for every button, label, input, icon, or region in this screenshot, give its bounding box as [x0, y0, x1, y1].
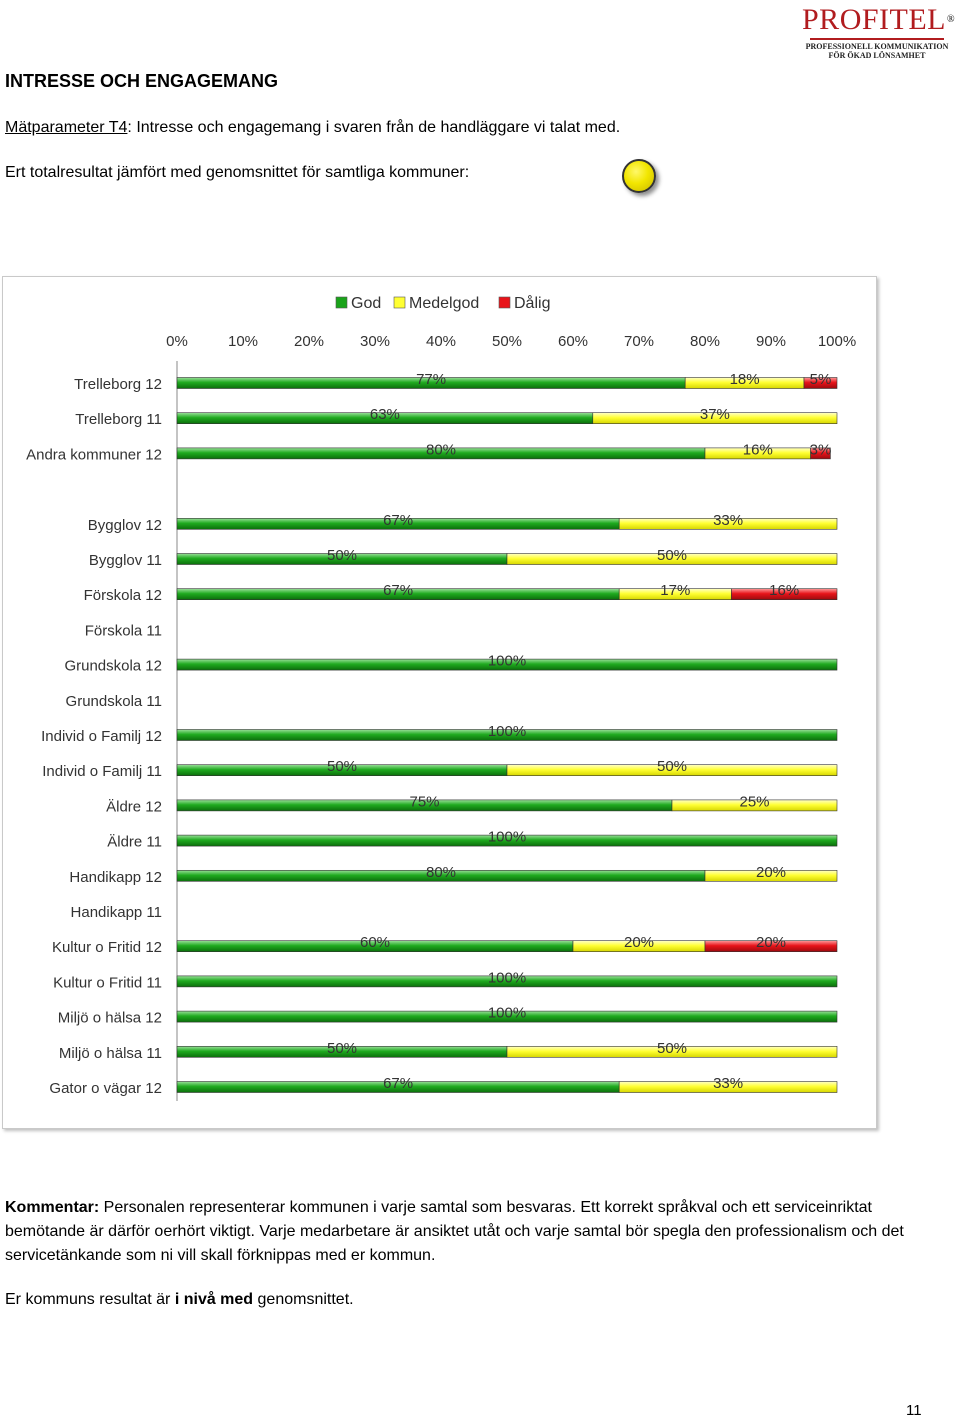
logo-tagline-1: PROFESSIONELL KOMMUNIKATION: [805, 42, 949, 51]
chart-legend: [336, 294, 550, 312]
data-label: 50%: [656, 1039, 688, 1057]
parameter-label: Mätparameter T4: [5, 119, 128, 136]
data-label: 100%: [487, 1004, 527, 1022]
category-label: Individ o Familj 11: [42, 763, 162, 781]
data-label: 80%: [425, 441, 457, 459]
data-label: 75%: [409, 793, 440, 811]
category-label: Äldre 11: [107, 833, 162, 851]
category-label: Andra kommuner 12: [26, 446, 162, 464]
category-label: Förskola 11: [84, 622, 162, 640]
page-heading: INTRESSE OCH ENGAGEMANG: [5, 71, 279, 91]
data-label: 20%: [623, 934, 655, 952]
logo-divider: [810, 38, 944, 40]
chart-frame: [2, 276, 877, 1129]
logo-registered: ®: [947, 14, 956, 25]
x-tick-label: 70%: [623, 333, 655, 350]
data-label: 37%: [699, 406, 730, 424]
data-label: 100%: [487, 969, 527, 987]
legend-swatch-god: [336, 297, 347, 308]
data-label: 50%: [326, 547, 358, 564]
category-label: Kultur o Fritid 12: [51, 939, 162, 957]
category-label: Handikapp 12: [69, 868, 162, 886]
data-label: 77%: [416, 371, 447, 388]
data-label: 3%: [809, 441, 832, 459]
category-label: Bygglov 11: [88, 552, 162, 569]
comment-text: Personalen representerar kommunen i varje samtal som besvaras. Ett korrekt språkval och ett serviceinriktat bemötande är därför oerhört viktigt. Varje medarbetare är ansiktet utåt och varje samtal bör spegla den professionalism och det servicetänkande som ni vill skall förknippas med er kommun.: [5, 1199, 904, 1264]
x-tick-label: 50%: [491, 333, 523, 350]
data-label: 25%: [739, 793, 770, 811]
data-label: 5%: [809, 371, 832, 388]
comment-paragraph: [5, 1196, 925, 1268]
data-label: 50%: [656, 758, 688, 776]
data-label: 67%: [383, 582, 414, 600]
data-label: 18%: [729, 371, 760, 388]
legend-swatch-dalig: [499, 297, 510, 308]
x-axis-ticks: [166, 333, 856, 350]
legend-label-god: God: [351, 295, 382, 312]
data-label: 17%: [660, 582, 691, 600]
category-label: Miljö o hälsa 12: [57, 1009, 162, 1027]
data-label: 33%: [713, 1075, 744, 1092]
data-label: 50%: [326, 1039, 358, 1057]
category-label: Grundskola 11: [65, 692, 162, 710]
category-label: Förskola 12: [83, 587, 162, 605]
page-number: 11: [906, 1402, 922, 1419]
logo-name: PROFITEL: [802, 3, 947, 36]
x-tick-label: 0%: [166, 333, 188, 350]
result-indicator-light: [622, 159, 656, 193]
parameter-line: [5, 119, 620, 137]
data-label: 100%: [487, 652, 527, 670]
category-label: Miljö o hälsa 11: [58, 1044, 162, 1062]
result-prefix: Er kommuns resultat är: [5, 1291, 175, 1308]
data-label: 63%: [369, 406, 400, 424]
data-label: 20%: [755, 934, 787, 952]
data-label: 67%: [383, 1075, 414, 1092]
x-tick-label: 90%: [755, 333, 787, 350]
data-label: 100%: [487, 828, 527, 846]
x-tick-label: 60%: [557, 333, 589, 350]
data-label: 50%: [656, 547, 688, 564]
stacked-bar-chart: [3, 277, 876, 1128]
legend-swatch-medelgod: [394, 297, 405, 308]
data-label: 20%: [755, 863, 787, 881]
data-label: 60%: [359, 934, 391, 952]
data-label: 50%: [326, 758, 358, 776]
x-tick-label: 80%: [689, 333, 721, 350]
total-result-text: Ert totalresultat jämfört med genomsnittet för samtliga kommuner:: [5, 164, 470, 181]
x-tick-label: 10%: [227, 333, 259, 350]
category-label: Bygglov 12: [87, 516, 162, 534]
bar-rows: [177, 371, 837, 1093]
comment-label: Kommentar:: [5, 1199, 100, 1216]
data-label: 33%: [713, 511, 744, 529]
x-tick-label: 30%: [359, 333, 391, 350]
result-sentence: [5, 1291, 354, 1309]
data-label: 16%: [769, 582, 800, 600]
logo-tagline-2: FÖR ÖKAD LÖNSAMHET: [828, 51, 926, 60]
parameter-text: : Intresse och engagemang i svaren från de handläggare vi talat med.: [127, 119, 621, 136]
x-tick-label: 20%: [293, 333, 325, 350]
x-tick-label: 100%: [817, 333, 857, 350]
profitel-logo: [802, 3, 956, 60]
data-label: 100%: [487, 723, 527, 740]
category-label: Individ o Familj 12: [41, 728, 162, 745]
category-label: Kultur o Fritid 11: [53, 974, 162, 992]
category-labels: [26, 376, 162, 1097]
result-emphasis: i nivå med: [174, 1291, 254, 1308]
legend-label-dalig: Dålig: [514, 295, 551, 312]
legend-label-medelgod: Medelgod: [409, 295, 480, 312]
category-label: Handikapp 11: [70, 904, 162, 921]
category-label: Gator o vägar 12: [49, 1080, 162, 1097]
category-label: Äldre 12: [106, 798, 162, 816]
result-suffix: genomsnittet.: [253, 1291, 354, 1308]
category-label: Trelleborg 12: [74, 376, 162, 393]
data-label: 80%: [425, 863, 457, 881]
data-label: 16%: [742, 441, 773, 459]
data-label: 67%: [383, 511, 414, 529]
category-label: Trelleborg 11: [75, 411, 162, 429]
x-tick-label: 40%: [425, 333, 457, 350]
category-label: Grundskola 12: [64, 657, 162, 675]
